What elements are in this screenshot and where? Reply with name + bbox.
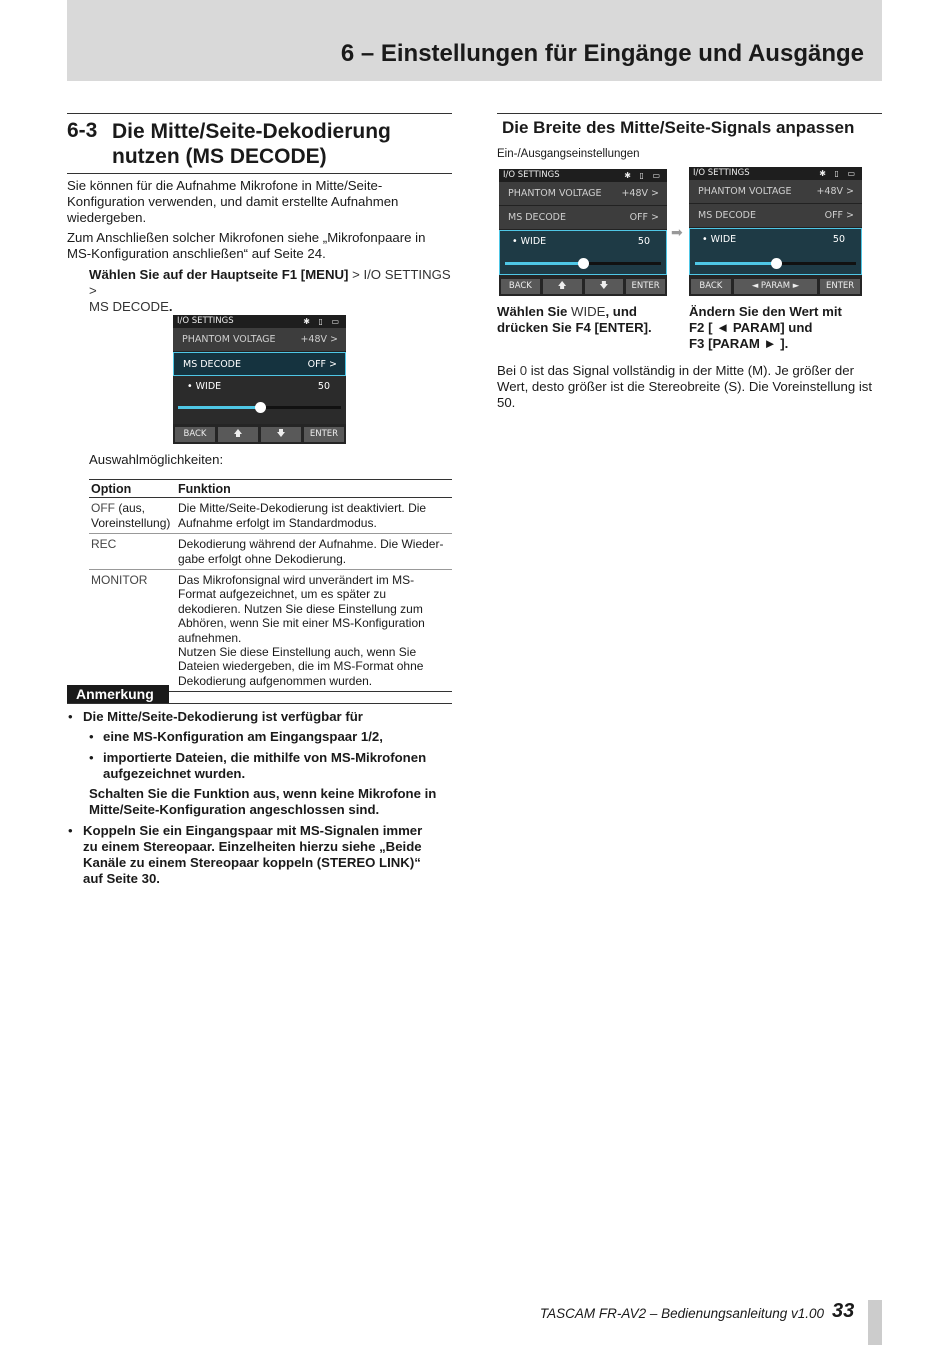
note-bullet-1-text: Die Mitte/Seite-Dekodierung ist verfügbar für <box>83 709 363 724</box>
table-row <box>89 570 452 692</box>
device-screen-wide-adjust <box>689 167 862 296</box>
option-extra: (aus, Voreinstellung) <box>91 501 171 530</box>
ms-decode-row[interactable] <box>499 206 667 230</box>
option-value: OFF <box>91 501 115 516</box>
phantom-value: +48V > <box>300 334 338 345</box>
caption-1-wide: WIDE <box>571 304 606 319</box>
phantom-voltage-row[interactable] <box>173 328 346 352</box>
bullet-icon: • <box>68 709 73 724</box>
options-table <box>89 479 452 692</box>
param-button[interactable]: ◄ PARAM ► <box>734 279 817 294</box>
intro-paragraph-2: Zum Anschließen solcher Mikrofonen siehe „Mikrofonpaare in MS-Konfiguration anschließen“ auf Seite 24. <box>67 230 426 261</box>
screen-title-bar <box>173 315 346 328</box>
phantom-voltage-row[interactable] <box>689 180 862 204</box>
footer-text: TASCAM FR-AV2 – Bedienungsanleitung v1.00 <box>539 1306 824 1321</box>
note-sub-bullet-2 <box>89 750 452 782</box>
up-arrow-button[interactable]: 🡅 <box>543 279 582 294</box>
step-1-path: > I/O SETTINGS > <box>89 267 451 298</box>
wide-slider[interactable] <box>695 262 856 265</box>
status-icons: ✱ ▯ ▭ <box>624 171 663 180</box>
wide-slider-knob[interactable] <box>771 258 782 269</box>
table-header <box>89 480 452 498</box>
caption-2-key-f2: F2 <box>689 320 705 335</box>
screen-title-bar <box>689 167 862 180</box>
function-text: Das Mikrofonsignal wird unverändert im MS-Format aufgezeichnet, um es später zu dekodieren. Nutzen Sie diese Einstellung zum Abhören, wenn Sie mit einer MS-Konfiguration aufnehmen. <box>178 573 425 645</box>
wide-desc-zero: 0 <box>519 363 528 378</box>
function-buttons <box>691 279 860 294</box>
wide-row[interactable] <box>499 230 667 275</box>
enter-button[interactable]: ENTER <box>304 427 344 442</box>
function-buttons <box>501 279 665 294</box>
phantom-value: +48V > <box>816 186 854 197</box>
step-1 <box>89 267 452 315</box>
wide-slider[interactable] <box>505 262 661 265</box>
screen-title: I/O SETTINGS <box>693 168 750 178</box>
step-1-text: Wählen Sie auf der Hauptseite <box>89 267 279 282</box>
subsection-title <box>497 113 882 138</box>
back-button[interactable]: BACK <box>501 279 540 294</box>
wide-label: • WIDE <box>512 236 547 247</box>
caption-1-e: [ENTER]. <box>594 320 652 335</box>
wide-slider-knob[interactable] <box>255 402 266 413</box>
caption-1-a: Wählen Sie <box>497 304 568 319</box>
screen-title: I/O SETTINGS <box>177 316 234 326</box>
wide-slider[interactable] <box>178 406 341 409</box>
subsection-subtitle: Ein-/Ausgangseinstellungen <box>497 148 640 160</box>
header-function: Funktion <box>176 480 452 498</box>
wide-slider-knob[interactable] <box>578 258 589 269</box>
ms-decode-row[interactable] <box>689 204 862 228</box>
page-marker <box>868 1300 882 1345</box>
caption-1 <box>497 304 667 336</box>
wide-row[interactable] <box>173 376 346 424</box>
enter-button[interactable]: ENTER <box>626 279 665 294</box>
caption-2 <box>689 304 859 352</box>
ms-decode-label: MS DECODE <box>183 359 241 370</box>
wide-slider-fill <box>505 262 583 265</box>
note-sub-bullet-1 <box>89 729 452 745</box>
wide-value: 50 <box>637 236 650 247</box>
phantom-label: PHANTOM VOLTAGE <box>182 334 276 345</box>
status-icons: ✱ ▯ ▭ <box>303 317 342 326</box>
phantom-label: PHANTOM VOLTAGE <box>508 188 602 199</box>
chapter-title: 6 – Einstellungen für Eingänge und Ausgänge <box>340 40 864 67</box>
options-label: Auswahlmöglichkeiten: <box>89 452 224 467</box>
ms-decode-row[interactable] <box>173 352 346 376</box>
bullet-icon: • <box>68 823 73 838</box>
option-cell <box>89 498 176 534</box>
down-arrow-button[interactable]: 🡇 <box>261 427 301 442</box>
wide-description <box>497 363 882 411</box>
back-button[interactable]: BACK <box>175 427 215 442</box>
function-cell <box>176 570 452 692</box>
caption-2-key-f3: F3 <box>689 336 705 351</box>
option-cell: MONITOR <box>89 570 176 692</box>
ms-decode-value: OFF > <box>307 359 337 370</box>
screen-title-bar <box>499 169 667 182</box>
wide-label: • WIDE <box>702 234 737 245</box>
wide-slider-fill <box>695 262 776 265</box>
ms-decode-value: OFF > <box>629 212 659 223</box>
section-number: 6-3 <box>67 119 98 142</box>
device-screen-wide-select <box>499 169 667 296</box>
bullet-icon: • <box>89 750 94 765</box>
bullet-icon: • <box>89 729 94 744</box>
function-buttons <box>175 427 344 442</box>
note-bullet-2-text: Koppeln Sie ein Eingangspaar mit MS-Signalen immer zu einem Stereopaar. Einzelheiten hierzu siehe „Beide Kanäle zu einem Stereopaar koppeln (STEREO LINK)“ auf Seite 30. <box>83 823 423 886</box>
step-1-path-2: MS DECODE <box>89 299 169 314</box>
phantom-value: +48V > <box>621 188 659 199</box>
note-bullet-2 <box>67 823 452 887</box>
chapter-header <box>67 0 882 81</box>
table-row <box>89 534 452 570</box>
caption-1-c: , und drücken Sie <box>497 304 637 335</box>
note-tag: Anmerkung <box>67 685 169 703</box>
table-row <box>89 498 452 534</box>
function-text-2: Nutzen Sie diese Einstellung auch, wenn Sie Dateien wiedergeben, die im MS-Format ohne Dekodierung aufgenommen wurden. <box>178 645 424 688</box>
intro-paragraph-1: Sie können für die Aufnahme Mikrofone in Mitte/Seite-Konfiguration verwenden, und damit erstellte Aufnahmen wiedergeben. <box>67 178 399 225</box>
option-cell: REC <box>89 534 176 570</box>
status-icons: ✱ ▯ ▭ <box>819 169 858 178</box>
wide-row[interactable] <box>689 228 862 275</box>
note-sub-bullet-2-text: importierte Dateien, die mithilfe von MS-Mikrofonen aufgezeichnet wurden. <box>103 750 427 781</box>
wide-value: 50 <box>317 381 330 392</box>
wide-desc-b: ist das Signal vollständig in der Mitte (M). Je größer der Wert, desto größer ist die Stereobreite (S). Die Voreinstellung ist 50. <box>497 363 873 410</box>
right-arrow-icon: ➡ <box>671 224 683 240</box>
step-1-menu: [MENU] <box>300 267 349 282</box>
wide-slider-fill <box>178 406 260 409</box>
subsection-heading: Die Breite des Mitte/Seite-Signals anpassen <box>502 118 855 137</box>
section-title <box>67 113 452 174</box>
wide-value: 50 <box>832 234 845 245</box>
back-button[interactable]: BACK <box>691 279 731 294</box>
note-sub-bullet-1-text: eine MS-Konfiguration am Eingangspaar 1/2, <box>103 729 383 744</box>
wide-desc-a: Bei <box>497 363 517 378</box>
phantom-voltage-row[interactable] <box>499 182 667 206</box>
screen-title: I/O SETTINGS <box>503 170 560 180</box>
caption-2-e: [PARAM ► ]. <box>708 336 789 351</box>
caption-1-key: F4 <box>575 320 591 335</box>
header-option: Option <box>89 480 176 498</box>
note-divider <box>67 703 452 704</box>
ms-decode-value: OFF > <box>824 210 854 221</box>
step-1-key: F1 <box>281 267 298 282</box>
phantom-label: PHANTOM VOLTAGE <box>698 186 792 197</box>
function-cell: Die Mitte/Seite-Dekodierung ist deaktiviert. Die Aufnahme erfolgt im Standardmodus. <box>176 498 452 534</box>
function-cell: Dekodierung während der Aufnahme. Die Wieder-gabe erfolgt ohne Dekodierung. <box>176 534 452 570</box>
wide-label: • WIDE <box>187 381 222 392</box>
ms-decode-label: MS DECODE <box>698 210 756 221</box>
up-arrow-button[interactable]: 🡅 <box>218 427 258 442</box>
caption-2-c: [ ◄ PARAM] und <box>708 320 813 335</box>
section-heading: Die Mitte/Seite-Dekodierung nutzen (MS DECODE) <box>112 120 391 168</box>
ms-decode-label: MS DECODE <box>508 212 566 223</box>
page-number: 33 <box>832 1300 855 1322</box>
enter-button[interactable]: ENTER <box>820 279 860 294</box>
caption-2-a: Ändern Sie den Wert mit <box>689 304 842 319</box>
note-bullet-1-tail: Schalten Sie die Funktion aus, wenn keine Mikrofone in Mitte/Seite-Konfiguration angeschlossen sind. <box>89 786 437 817</box>
note-bullet-1 <box>67 709 452 725</box>
down-arrow-button[interactable]: 🡇 <box>585 279 624 294</box>
device-screen-main <box>173 315 346 444</box>
step-1-dot: . <box>168 299 173 314</box>
